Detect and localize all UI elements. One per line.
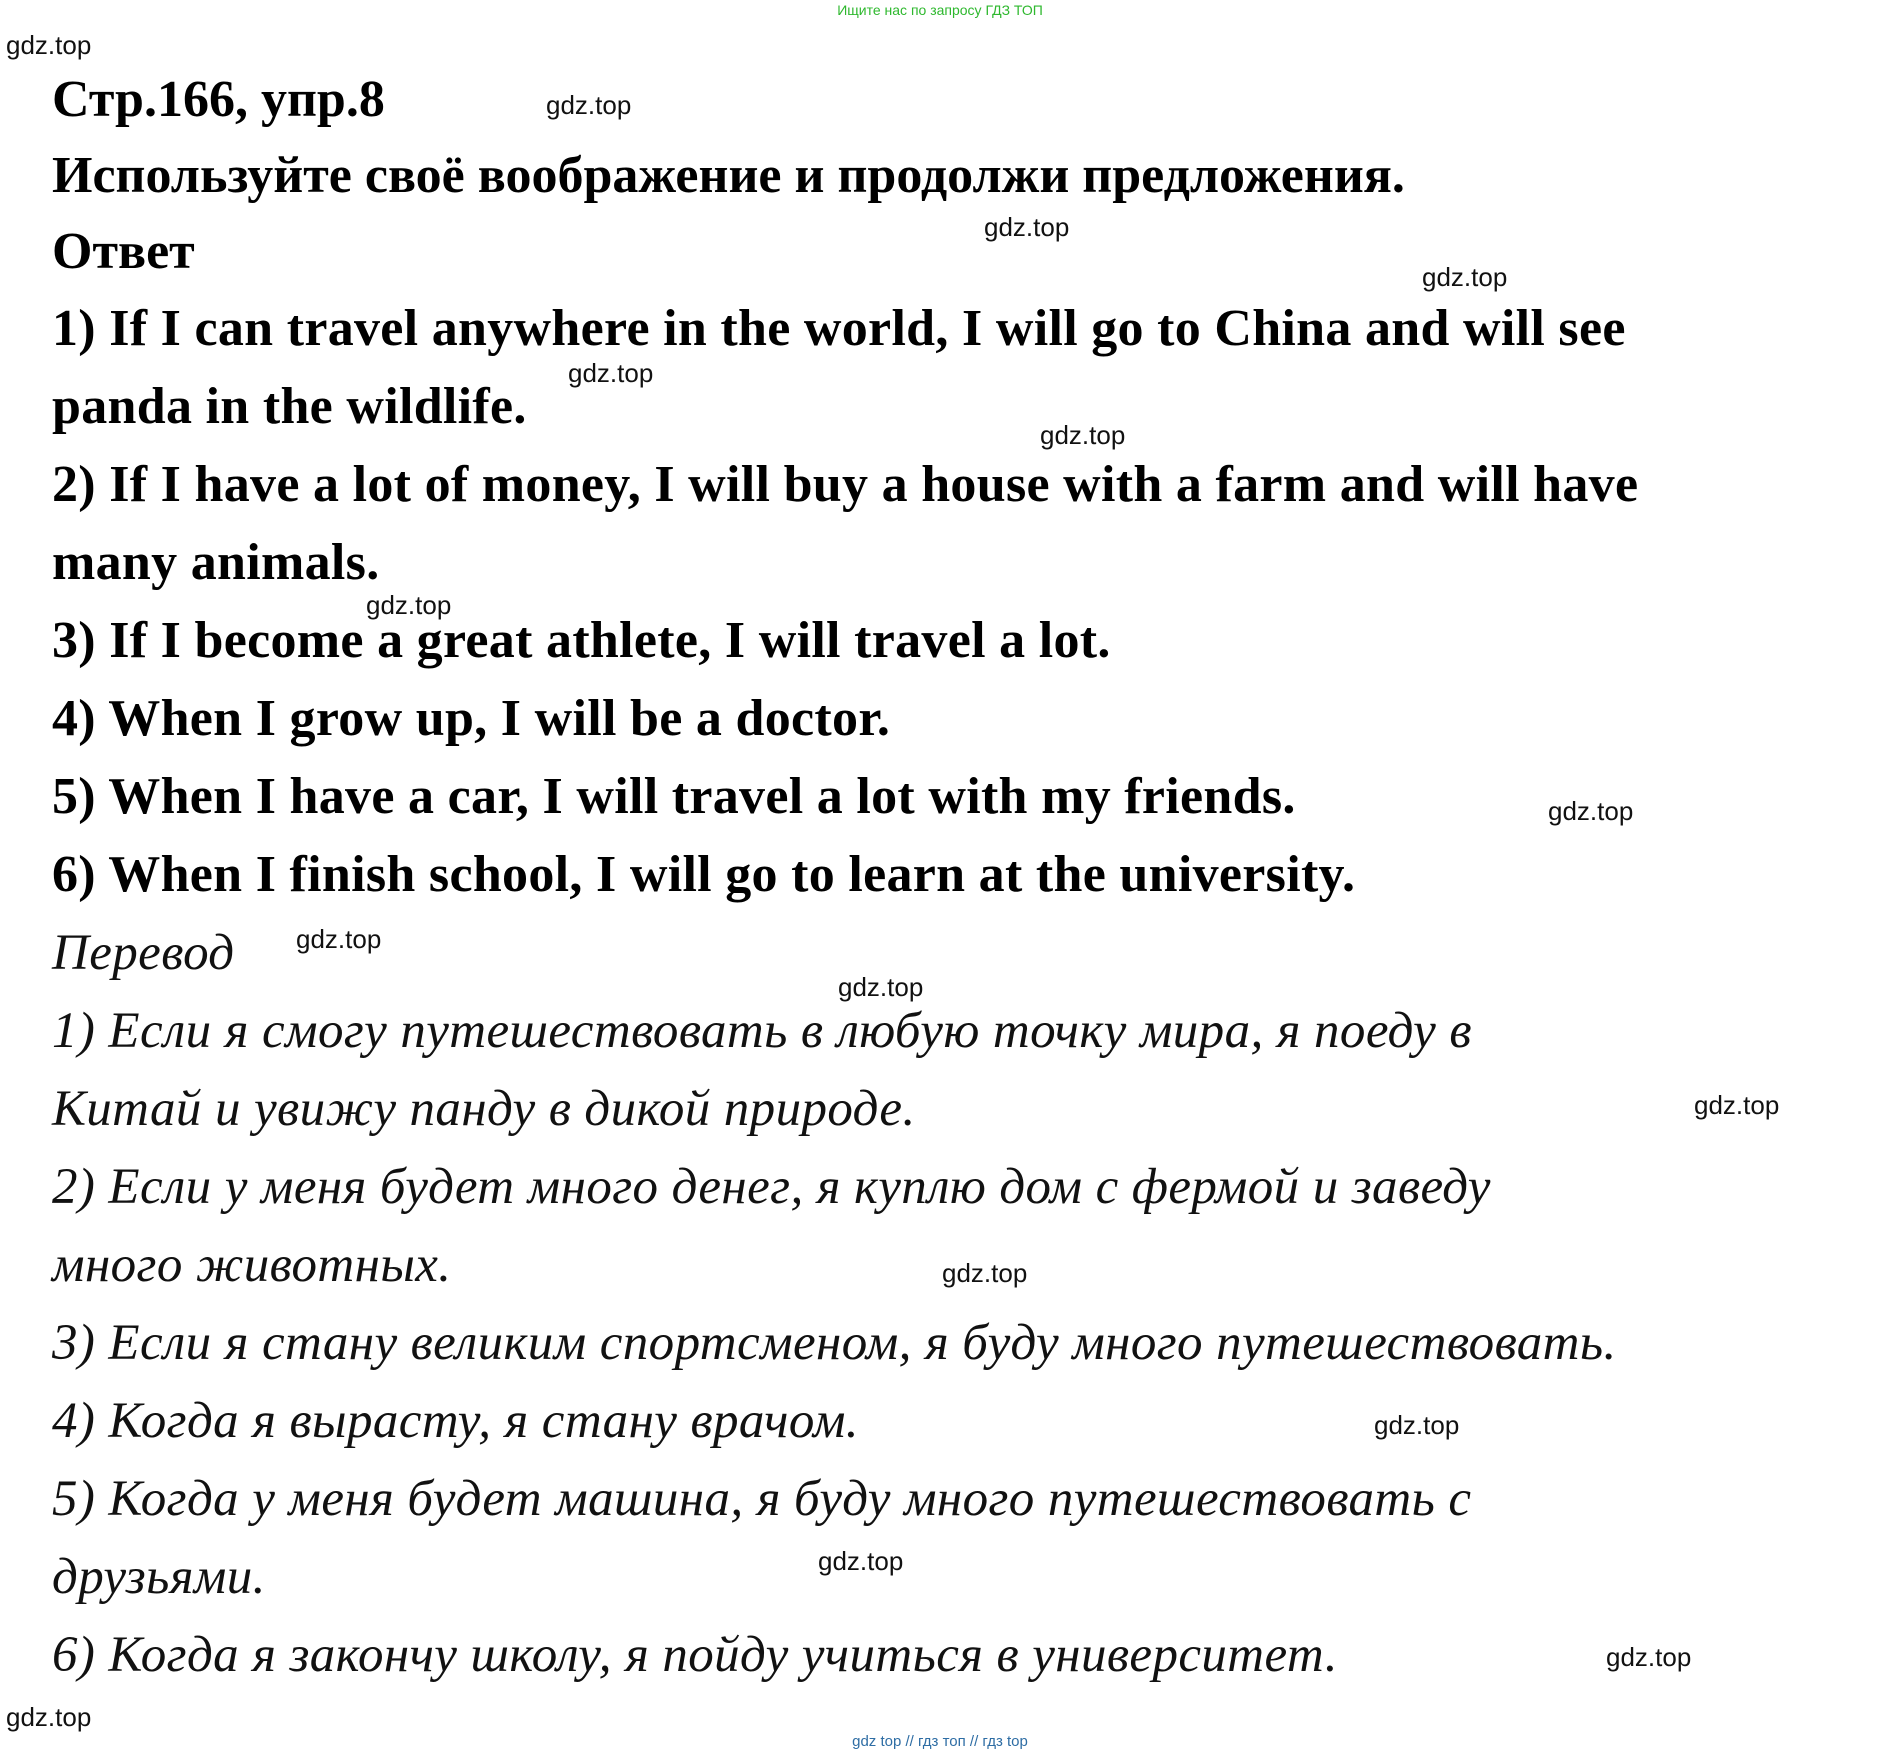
watermark: gdz.top (1374, 1410, 1460, 1440)
translation-line: 2) Если у меня будет много денег, я куплю дом с фермой и заведу (52, 1159, 1491, 1215)
watermark: gdz.top (296, 924, 382, 954)
watermark: gdz.top (6, 1702, 92, 1732)
answer-line: 3) If I become a great athlete, I will travel a lot. (52, 612, 1111, 669)
answer-heading: Ответ (52, 223, 195, 280)
bottom-promo-link[interactable]: gdz top // гдз топ // гдз top (852, 1733, 1028, 1750)
translation-line: 6) Когда я закончу школу, я пойду учиться в университет. (52, 1627, 1338, 1683)
translation-line: 1) Если я смогу путешествовать в любую точку мира, я поеду в (52, 1003, 1472, 1059)
answer-line: 2) If I have a lot of money, I will buy a house with a farm and will have (52, 456, 1639, 513)
watermark: gdz.top (984, 212, 1070, 242)
translation-line: много животных. (52, 1237, 452, 1293)
answer-line: many animals. (52, 534, 380, 591)
watermark: gdz.top (1694, 1090, 1780, 1120)
translation-line: 4) Когда я вырасту, я стану врачом. (52, 1393, 859, 1449)
top-promo-link[interactable]: Ищите нас по запросу ГДЗ ТОП (837, 2, 1043, 18)
watermark: gdz.top (1422, 262, 1508, 292)
answer-line: 4) When I grow up, I will be a doctor. (52, 690, 891, 747)
exercise-content (52, 62, 1852, 1694)
watermark: gdz.top (838, 972, 924, 1002)
translation-line: Китай и увижу панду в дикой природе. (52, 1081, 916, 1137)
watermark: gdz.top (6, 30, 92, 60)
watermark: gdz.top (568, 358, 654, 388)
watermark: gdz.top (1606, 1642, 1692, 1672)
watermark: gdz.top (546, 90, 632, 120)
watermark: gdz.top (1040, 420, 1126, 450)
watermark: gdz.top (818, 1546, 904, 1576)
watermark: gdz.top (1548, 796, 1634, 826)
watermark: gdz.top (942, 1258, 1028, 1288)
translation-line: 5) Когда у меня будет машина, я буду много путешествовать с (52, 1471, 1472, 1527)
answer-line: 6) When I finish school, I will go to learn at the university. (52, 846, 1356, 903)
page-title: Стр.166, упр.8 (52, 71, 385, 128)
task-text: Используйте своё воображение и продолжи предложения. (52, 147, 1405, 204)
translation-heading: Перевод (52, 925, 235, 981)
translation-line: 3) Если я стану великим спортсменом, я буду много путешествовать. (52, 1315, 1617, 1371)
answer-line: panda in the wildlife. (52, 378, 527, 435)
answer-line: 5) When I have a car, I will travel a lot with my friends. (52, 768, 1296, 825)
answer-line: 1) If I can travel anywhere in the world, I will go to China and will see (52, 300, 1626, 357)
watermark: gdz.top (366, 590, 452, 620)
translation-line: друзьями. (52, 1549, 266, 1605)
